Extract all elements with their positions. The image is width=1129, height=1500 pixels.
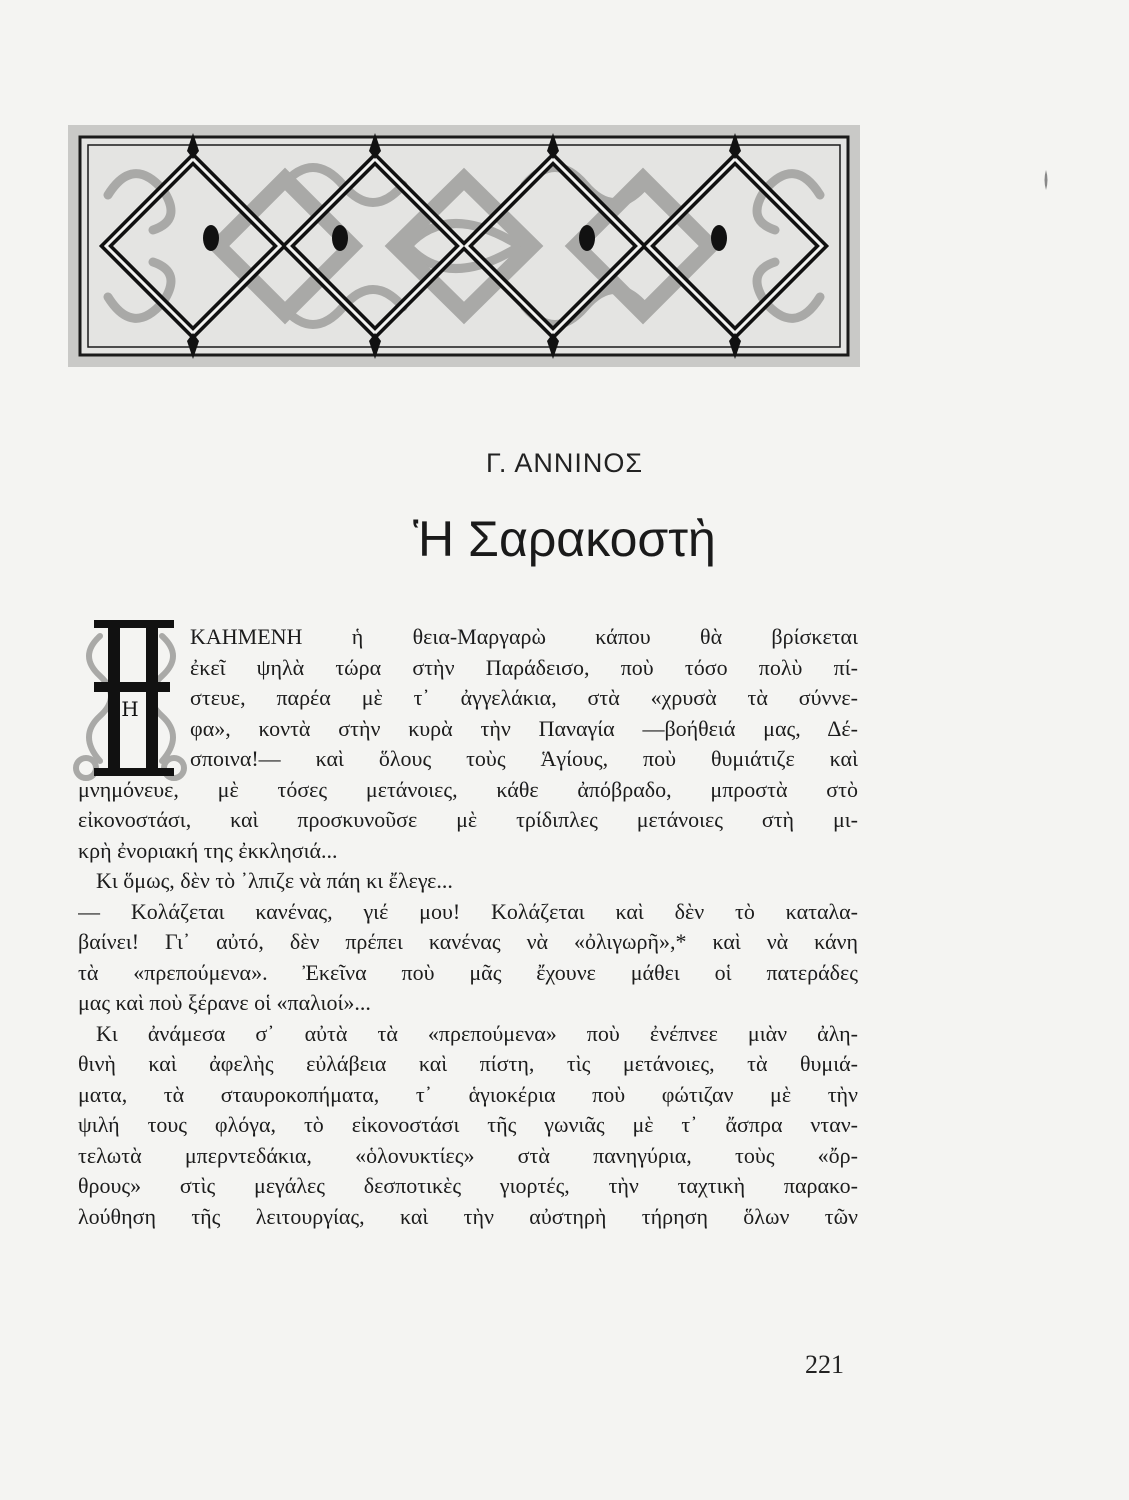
text-line: θινὴ καὶ ἀφελὴς εὐλάβεια καὶ πίστη, τὶς μετάνοιες, τὰ θυμιά- (78, 1051, 858, 1076)
drop-cap-letter: Η (121, 697, 139, 721)
text-line: ψιλή τους φλόγα, τὸ εἰκονοστάσι τῆς γωνιᾶς μὲ τ᾽ ἄσπρα νταν- (78, 1112, 858, 1137)
page-number: 221 (805, 1350, 844, 1379)
author-name: Γ. ΑΝΝΙΝΟΣ (485, 448, 644, 478)
text-line: λούθηση τῆς λειτουργίας, καὶ τὴν αὐστηρὴ τήρηση ὅλων τῶν (78, 1203, 858, 1229)
text-line: στευε, παρέα μὲ τ᾽ ἀγγελάκια, στὰ «χρυσὰ τὰ σύννε- (190, 685, 858, 710)
article-body (78, 622, 858, 1232)
text-line: Κι ὅμως, δὲν τὸ ᾽λπιζε νὰ πάη κι ἔλεγε... (96, 868, 453, 893)
text-line: εἰκονοστάσι, καὶ προσκυνοῦσε μὲ τρίδιπλες μετάνοιες στὴ μι- (78, 807, 858, 832)
text-line: μας καὶ ποὺ ξέρανε οἱ «παλιοί»... (78, 990, 371, 1015)
text-line: σποινα!— καὶ ὅλους τοὺς Ἁγίους, ποὺ θυμιάτιζε καὶ (190, 746, 858, 771)
text-line: κρὴ ἐνοριακή της ἐκκλησιά... (78, 837, 338, 863)
text-line: ΚΑΗΜΕΝΗ ἡ θεια-Μαργαρὼ κάπου θὰ βρίσκεται (190, 624, 858, 649)
text-line: ματα, τὰ σταυροκοπήματα, τ᾽ ἁγιοκέρια ποὺ φώτιζαν μὲ τὴν (78, 1081, 858, 1107)
text-line: ἐκεῖ ψηλὰ τώρα στὴν Παράδεισο, ποὺ τόσο πολὺ πί- (190, 654, 858, 680)
text-line: φα», κοντὰ στὴν κυρὰ τὴν Παναγία —βοήθειά μας, Δέ- (190, 715, 858, 741)
text-line: τὰ «πρεπούμενα». Ἐκεῖνα ποὺ μᾶς ἔχουνε μάθει οἱ πατεράδες (78, 959, 858, 985)
text-line: μνημόνευε, μὲ τόσες μετάνοιες, κάθε ἀπόβραδο, μπροστὰ στὸ (78, 776, 858, 802)
text-line: Κι ἀνάμεσα σ᾽ αὐτὰ τὰ «πρεπούμενα» ποὺ ἐνέπνεε μιὰν ἀλη- (96, 1020, 858, 1046)
text-line: θρους» στὶς μεγάλες δεσποτικὲς γιορτές, τὴν ταχτικὴ παρακο- (78, 1173, 858, 1198)
text-line: — Κολάζεται κανένας, γιέ μου! Κολάζεται καὶ δὲν τὸ καταλα- (78, 898, 858, 924)
paper-speck (1043, 170, 1049, 190)
decorative-header-ornament (68, 125, 860, 367)
article-title: Ἡ Σαρακοστὴ (413, 511, 716, 567)
text-line: βαίνει! Γι᾽ αὐτό, δὲν πρέπει κανένας νὰ «ὀλιγωρῆ»,* καὶ νὰ κάνη (78, 929, 858, 954)
text-line: τελωτὰ μπερντεδάκια, «ὁλονυκτίες» στὰ πανηγύρια, τοὺς «ὄρ- (78, 1142, 858, 1168)
